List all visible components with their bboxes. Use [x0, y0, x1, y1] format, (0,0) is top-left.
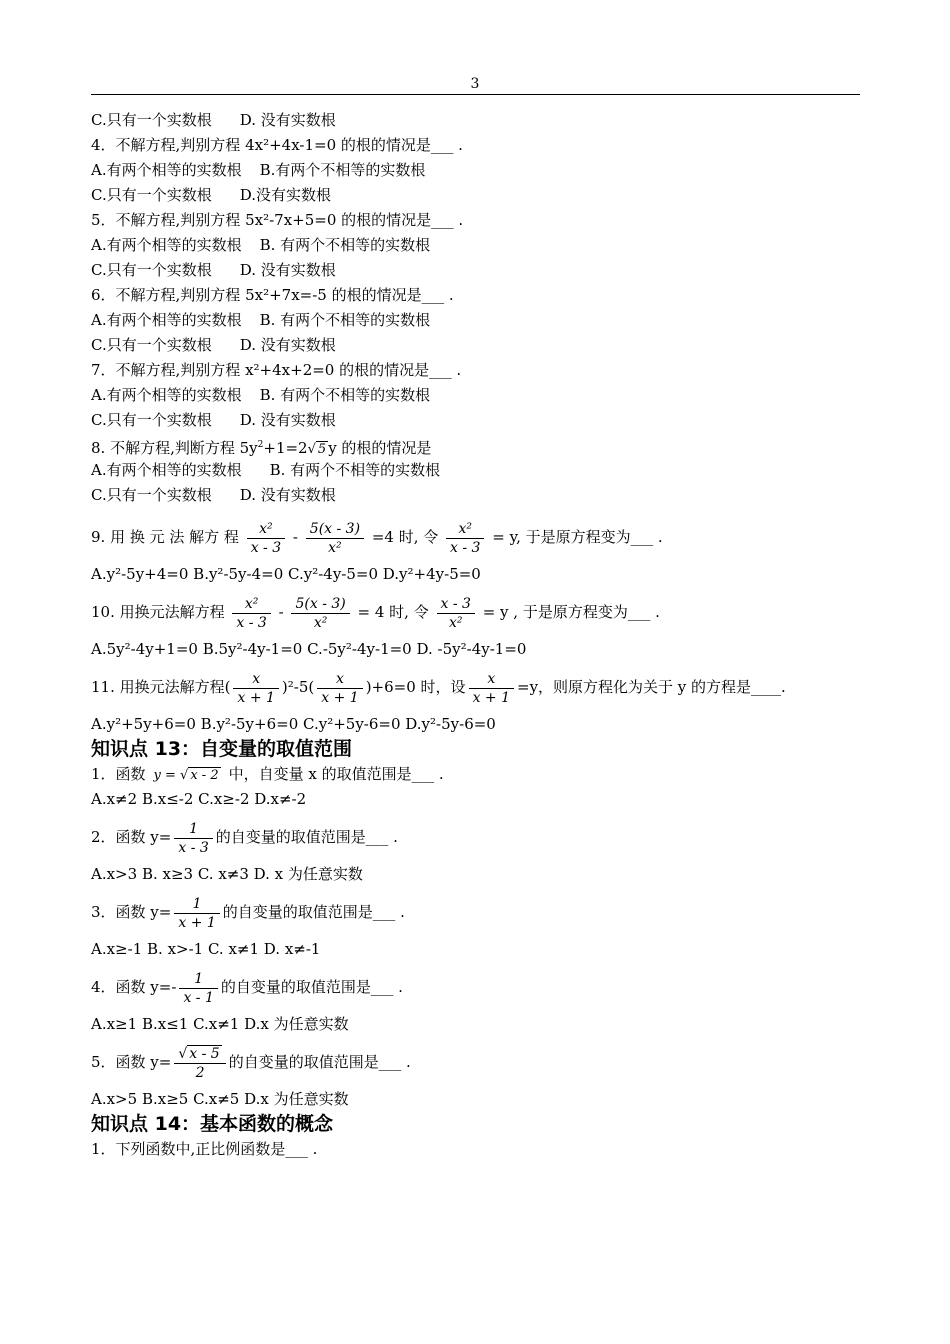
fraction: $\frac{\text{x²}}{x - 3}$ [247, 520, 285, 557]
option-line: A.有两个相等的实数根 B. 有两个不相等的实数根 [91, 311, 431, 329]
fraction: $\frac{√ x - 5}{2}$ [174, 1045, 225, 1082]
option-line: C.只有一个实数根 D. 没有实数根 [91, 111, 336, 129]
option-line: C.只有一个实数根 D. 没有实数根 [91, 261, 336, 279]
s13-options-2: A.x>3 B. x≥3 C. x≠3 D. x 为任意实数 [91, 865, 363, 883]
s13-question-3: 3．函数 y= $\frac{1}{x + 1}$ 的自变量的取值范围是___ . [91, 895, 405, 931]
question-10: 10. 用换元法解方程 $\frac{\text{x²}}{x - 3}$ - $\frac{5(x - 3)}{\text{x²}}$ = 4 时, 令 $\frac{x - 3}{\text{x²}}$ = y , 于是原方程变为___ . [91, 595, 660, 631]
fraction: $\frac{\text{x²}}{x - 3}$ [232, 595, 270, 632]
options-9: A.y²-5y+4=0 B.y²-5y-4=0 C.y²-4y-5=0 D.y²+4y-5=0 [91, 565, 481, 583]
section-13-title: 知识点 13：自变量的取值范围 [91, 738, 353, 760]
option-line: C.只有一个实数根 D. 没有实数根 [91, 411, 336, 429]
option-line: A.有两个相等的实数根 B. 有两个不相等的实数根 [91, 461, 441, 479]
question-4: 4．不解方程,判别方程 4x²+4x-1=0 的根的情况是___ . [91, 136, 463, 154]
fraction: $\frac{1}{x - 1}$ [179, 970, 217, 1007]
fraction: $\frac{x}{x + 1}$ [317, 670, 362, 707]
s13-options-5: A.x>5 B.x≥5 C.x≠5 D.x 为任意实数 [91, 1090, 349, 1108]
option-line: C.只有一个实数根 D.没有实数根 [91, 186, 331, 204]
fraction: $\frac{1}{x - 3}$ [174, 820, 212, 857]
option-line: A.有两个相等的实数根 B. 有两个不相等的实数根 [91, 386, 431, 404]
option-line: C.只有一个实数根 D. 没有实数根 [91, 336, 336, 354]
question-5: 5．不解方程,判别方程 5x²-7x+5=0 的根的情况是___ . [91, 211, 464, 229]
question-11: 11. 用换元法解方程( $\frac{x}{x + 1}$ )²-5( $\frac{x}{x + 1}$ )+6=0 时，设 $\frac{x}{x + 1}$ =y，则原方程化为关于 y 的方程是____. [91, 670, 786, 706]
s14-question-1: 1．下列函数中,正比例函数是___ . [91, 1140, 318, 1158]
s13-question-1: 1．函数 y = √ x - 2 中，自变量 x 的取值范围是___ . [91, 765, 444, 783]
s13-options-4: A.x≥1 B.x≤1 C.x≠1 D.x 为任意实数 [91, 1015, 349, 1033]
fraction: $\frac{x}{x + 1}$ [233, 670, 278, 707]
options-11: A.y²+5y+6=0 B.y²-5y+6=0 C.y²+5y-6=0 D.y²-5y-6=0 [91, 715, 496, 733]
s13-question-5: 5．函数 y= $\frac{√ x - 5}{2}$ 的自变量的取值范围是___ . [91, 1045, 411, 1081]
document-body [91, 108, 861, 1162]
question-9: 9. 用 换 元 法 解方 程 $\frac{\text{x²}}{x - 3}$ - $\frac{5(x - 3)}{\text{x²}}$ =4 时, 令 $\frac{\text{x²}}{x - 3}$ = y, 于是原方程变为___ . [91, 520, 663, 556]
option-line: C.只有一个实数根 D. 没有实数根 [91, 486, 336, 504]
fraction: $\frac{x}{x + 1}$ [469, 670, 514, 707]
question-6: 6．不解方程,判别方程 5x²+7x=-5 的根的情况是___ . [91, 286, 454, 304]
options-10: A.5y²-4y+1=0 B.5y²-4y-1=0 C.-5y²-4y-1=0 D. -5y²-4y-1=0 [91, 640, 527, 658]
fraction: $\frac{5(x - 3)}{\text{x²}}$ [291, 595, 349, 632]
header-rule [91, 94, 860, 95]
option-line: A.有两个相等的实数根 B. 有两个不相等的实数根 [91, 236, 431, 254]
fraction: $\frac{\text{x²}}{x - 3}$ [446, 520, 484, 557]
section-14-title: 知识点 14：基本函数的概念 [91, 1113, 334, 1135]
question-8: 8. 不解方程,判断方程 $5y^2+1=2√$ 5 y 的根的情况是 [91, 439, 432, 457]
page-number: 3 [470, 76, 480, 92]
s13-question-2: 2．函数 y= $\frac{1}{x - 3}$ 的自变量的取值范围是___ . [91, 820, 398, 856]
option-line: A.有两个相等的实数根 B.有两个不相等的实数根 [91, 161, 426, 179]
question-7: 7．不解方程,判别方程 x²+4x+2=0 的根的情况是___ . [91, 361, 462, 379]
fraction: $\frac{5(x - 3)}{\text{x²}}$ [306, 520, 364, 557]
s13-options-3: A.x≥-1 B. x>-1 C. x≠1 D. x≠-1 [91, 940, 321, 958]
s13-options-1: A.x≠2 B.x≤-2 C.x≥-2 D.x≠-2 [91, 790, 307, 808]
fraction: $\frac{1}{x + 1}$ [174, 895, 219, 932]
fraction: $\frac{x - 3}{\text{x²}}$ [437, 595, 475, 632]
s13-question-4: 4．函数 y=- $\frac{1}{x - 1}$ 的自变量的取值范围是___ . [91, 970, 403, 1006]
